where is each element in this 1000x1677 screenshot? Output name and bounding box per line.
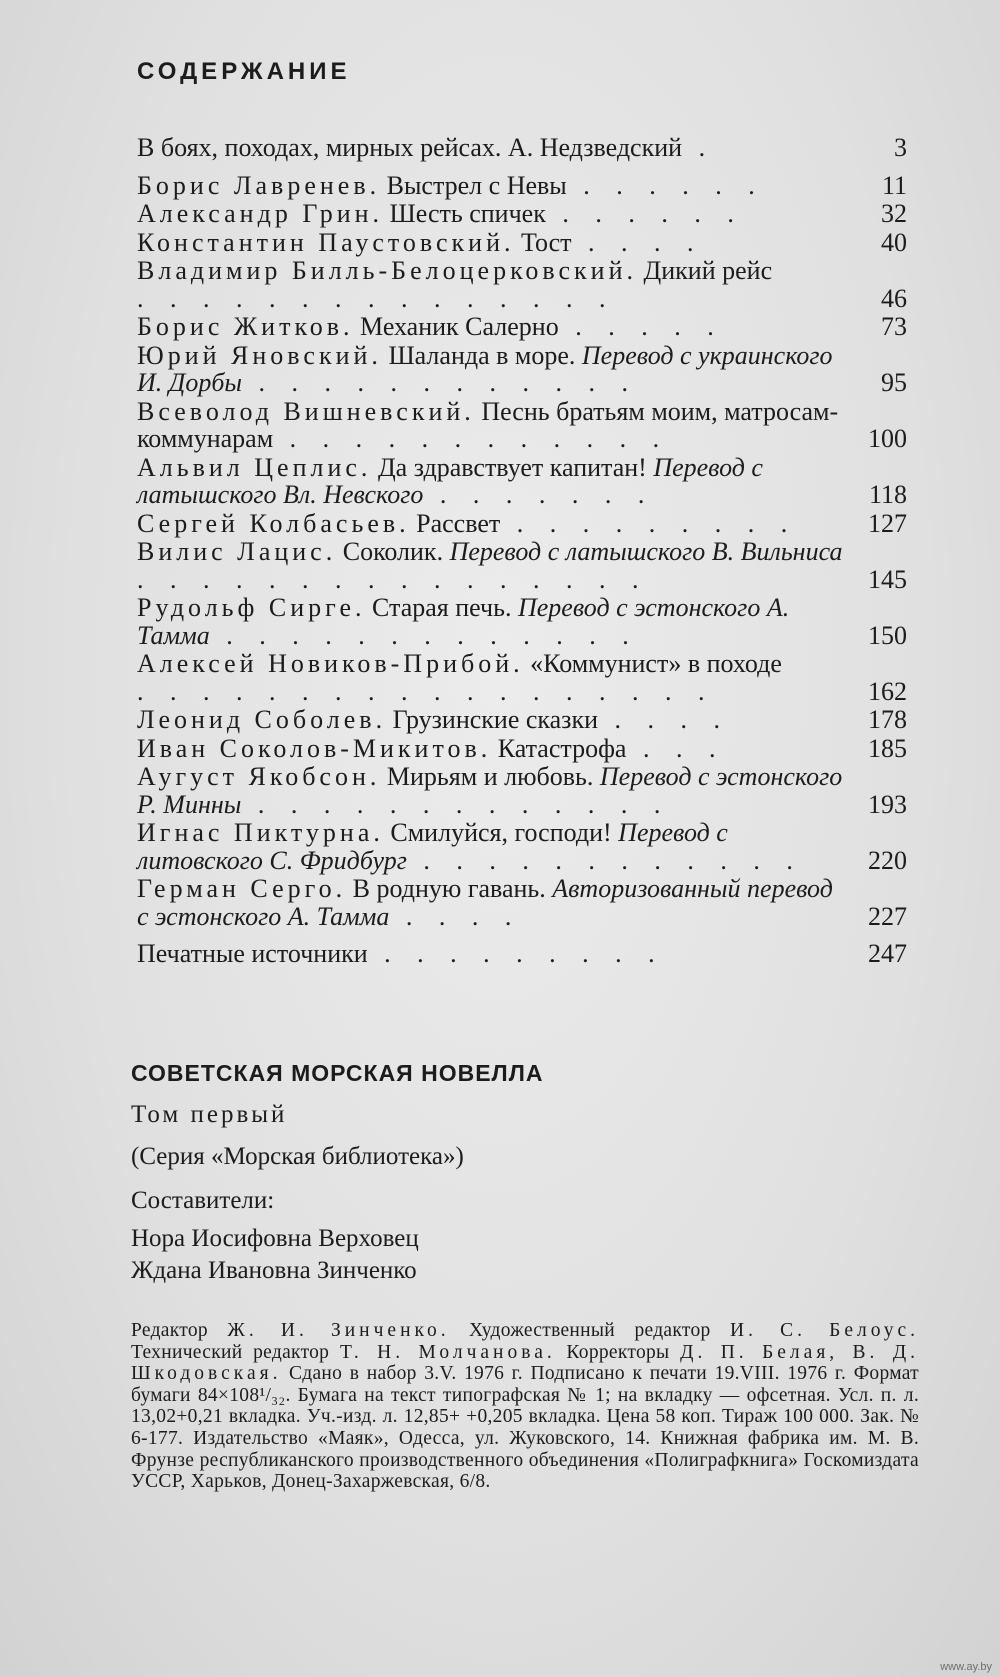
toc-entry-author: Владимир Билль-Белоцерковский. — [137, 256, 638, 285]
toc-entry-work: Катастрофа — [491, 733, 627, 763]
toc-entry-page: 3 — [894, 133, 907, 162]
volume-label: Том первый — [131, 1101, 288, 1128]
art-editor-role: Художественный редактор — [449, 1320, 731, 1341]
print-details: Сдано в набор 3.V. 1976 г. Подписано к печати 19.VIII. 1976 г. Формат бумаги 84×108¹/₃₂. Бумага на текст типографская № 1; на вкладку — офсетная. Усл. п. л. 13,02+0,21 вкладка. Уч.-изд. л. 12,85+ +0,205 вкладка. Цена 58 коп. Тираж 100 000. Зак. № 6-177. Издательство «Маяк», Одесса, ул. Жуковского, 14. Книжная фабрика им. М. В. Фрунзе республиканского производственного объединения «Полиграфкнига» Госкомиздата УССР, Харьков, Донец-Захаржевская, 6/8. — [131, 1363, 919, 1493]
toc-entry-leader: . . . . . . — [566, 170, 765, 200]
toc-entry — [137, 229, 907, 257]
toc-entry — [137, 538, 907, 593]
toc-entry — [137, 650, 907, 705]
toc-entry-text — [137, 342, 847, 397]
toc-entry-text — [137, 398, 847, 453]
toc-entry-page: 145 — [868, 564, 907, 594]
toc-entry — [137, 200, 907, 228]
toc-entry-leader: . . . . . . . . . . . . . . . . . . — [137, 676, 715, 706]
toc-entry-page: 193 — [868, 789, 907, 819]
toc-entry-leader: . . . . . . . . . . . . . . . — [137, 283, 616, 313]
toc-entry-author: Борис Житков. — [137, 312, 354, 341]
toc-entry-text — [137, 594, 847, 649]
toc-entry-text — [137, 257, 847, 312]
toc-entry-page: 247 — [868, 939, 907, 968]
toc-entry-author: Константин Паустовский. — [137, 227, 515, 257]
toc-entry-page: 162 — [868, 676, 907, 706]
editor-name: Ж. И. Зинченко. — [227, 1320, 450, 1341]
toc-entry-work: «Коммунист» в походе — [523, 649, 782, 678]
toc-entry-work: Мирьям и любовь. — [380, 762, 600, 791]
toc-entry-author: Борис Лавренев. — [137, 170, 381, 200]
toc-entry — [137, 313, 907, 341]
toc-entry — [137, 875, 907, 930]
toc-entry-work: Шаланда в море. — [381, 340, 582, 370]
toc-entry-author: Всеволод Вишневский. — [137, 396, 475, 426]
table-of-contents — [137, 134, 907, 969]
compiler-name: Ждана Ивановна Зинченко — [131, 1257, 417, 1284]
toc-entry-work: Соколик. — [336, 537, 450, 566]
toc-entry-page: 220 — [868, 845, 907, 875]
toc-entry-page: 11 — [881, 170, 907, 200]
toc-entry-leader: . . . . . . . — [423, 480, 655, 509]
toc-entry — [137, 454, 907, 509]
toc-entry — [137, 257, 907, 312]
toc-entry-leader: . . . . . — [558, 312, 724, 341]
toc-entry — [137, 940, 907, 968]
toc-entry-leader: . . . . . . . . . . . . — [273, 424, 670, 453]
toc-entry-leader: . . . . — [571, 227, 704, 257]
toc-entry-text — [137, 454, 847, 509]
toc-entry-work: В родную гавань. — [346, 874, 553, 903]
toc-entry — [137, 398, 907, 453]
toc-entry-leader: . . . . . . . . . — [500, 508, 798, 538]
toc-entry-page: 227 — [868, 901, 907, 931]
proofreaders-role: Корректоры — [555, 1341, 681, 1363]
toc-entry-author: Александр Грин. — [137, 199, 384, 228]
toc-entry-author: Альвил Цеплис. — [137, 452, 372, 482]
toc-entry — [137, 510, 907, 538]
toc-entry-page: 178 — [868, 705, 907, 734]
toc-entry-translation: Перевод с эстонского Р. Минны — [137, 762, 843, 819]
toc-entry-text — [137, 313, 847, 341]
toc-entry-work: Да здравствует капитан! — [371, 452, 654, 482]
toc-entry-translation: Перевод с эстонского А. Тамма — [137, 593, 790, 650]
toc-entry-author: Сергей Колбасьев. — [137, 508, 410, 538]
toc-entry-author: Игнас Пиктурна. — [137, 818, 384, 847]
toc-entry-translation: Перевод с латышского В. Вильниса — [449, 537, 843, 566]
toc-entry-author: Леонид Соболев. — [137, 705, 387, 734]
toc-entry-page: 73 — [881, 312, 907, 341]
toc-entry-text — [137, 940, 847, 968]
toc-entry — [137, 819, 907, 874]
toc-entry-page: 95 — [881, 368, 907, 397]
editor-role: Редактор — [131, 1320, 208, 1341]
toc-entry-leader: . . . . — [389, 901, 522, 931]
toc-entry-text — [137, 650, 847, 705]
toc-entry-leader: . . . — [626, 733, 726, 763]
toc-entry-leader: . . . . . . . . . . . . — [242, 368, 639, 397]
toc-entry-leader: . . . . . . . . . . . . — [406, 845, 803, 875]
toc-entry-text — [137, 763, 847, 818]
toc-entry-translation: Перевод с украинского И. Дорбы — [137, 340, 833, 397]
toc-entry-text — [137, 200, 847, 228]
tech-editor-role: Технический редактор — [131, 1341, 340, 1363]
toc-entry-work: Дикий рейс — [637, 256, 773, 285]
toc-heading: СОДЕРЖАНИЕ — [137, 58, 351, 85]
toc-entry-author: Аугуст Якобсон. — [137, 762, 381, 791]
compiler-name: Нора Иосифовна Верховец — [131, 1225, 419, 1252]
toc-entry-author: Юрий Яновский. — [137, 340, 382, 370]
toc-entry-page: 40 — [881, 227, 907, 257]
toc-entry-text — [137, 510, 847, 538]
tech-editor-name: Т. Н. Молчанова. — [339, 1341, 556, 1363]
toc-entry-text — [137, 706, 847, 734]
toc-entry-text — [137, 538, 847, 593]
toc-entry-work: Грузинские сказки — [386, 705, 598, 734]
toc-entry-translation: Авторизованный перевод с эстонского А. Тамма — [137, 874, 833, 931]
toc-entry-author: Вилис Лацис. — [137, 537, 337, 566]
toc-entry-author: Алексей Новиков-Прибой. — [137, 649, 524, 678]
watermark: www.ay.by — [940, 1661, 992, 1673]
proofreaders-names: Д. П. Белая, В. Д. Шкодовская. — [131, 1341, 920, 1385]
toc-entry-author: Иван Соколов-Микитов. — [137, 733, 492, 763]
toc-entry-leader: . . . . . . . . . . . . . — [209, 620, 639, 650]
toc-entry — [137, 342, 907, 397]
toc-entry — [137, 706, 907, 734]
toc-entry-page: 127 — [868, 508, 907, 538]
toc-entry-translation: Перевод с латышского Вл. Невского — [137, 452, 763, 509]
toc-entry-text — [137, 172, 847, 200]
compilers-label: Составители: — [131, 1187, 275, 1214]
toc-entry — [137, 594, 907, 649]
toc-entry-work: Старая печь. — [365, 593, 518, 622]
toc-entry — [137, 763, 907, 818]
toc-entry-work: Рассвет — [409, 508, 501, 538]
toc-entry-work: Печатные источники — [137, 939, 368, 968]
book-title: СОВЕТСКАЯ МОРСКАЯ НОВЕЛЛА — [131, 1060, 544, 1086]
toc-entry-author: Рудольф Сирге. — [137, 593, 366, 622]
imprint-block — [131, 1320, 919, 1493]
toc-entry-text — [137, 229, 847, 257]
toc-entry-page: 150 — [868, 620, 907, 650]
toc-entry — [137, 735, 907, 763]
toc-entry-work: Смилуйся, господи! — [383, 818, 619, 847]
toc-entry — [137, 172, 907, 200]
toc-entry-leader: . . . . . . . . . . . . . . . . — [137, 564, 649, 594]
toc-entry-text — [137, 134, 847, 162]
toc-entry-page: 100 — [868, 424, 907, 453]
toc-entry-work: Выстрел с Невы — [380, 170, 567, 200]
toc-entry-author: Герман Серго. — [137, 874, 347, 903]
art-editor-name: И. С. Белоус. — [730, 1320, 919, 1341]
toc-entry-work: Песнь братьям моим, матросам-коммунарам — [137, 396, 839, 453]
toc-entry-leader: . . . . . . . . . — [367, 939, 665, 968]
toc-entry-leader: . . . . — [598, 705, 730, 734]
colophon — [131, 1060, 921, 1289]
series-label: (Серия «Морская библиотека») — [131, 1143, 464, 1170]
toc-entry-leader: . . . . . . — [545, 199, 744, 228]
toc-entry — [137, 134, 907, 162]
toc-entry-text — [137, 875, 847, 930]
toc-entry-translation: Перевод с литовского С. Фридбург — [137, 818, 728, 875]
toc-entry-work: Тост — [514, 227, 572, 257]
toc-entry-leader: . . . . . . . . . . . . . — [241, 789, 671, 819]
toc-entry-work: В боях, походах, мирных рейсах. А. Недзведский — [137, 133, 683, 162]
toc-entry-page: 46 — [881, 283, 907, 313]
toc-entry-leader: . — [682, 133, 716, 162]
toc-entry-page: 118 — [868, 480, 907, 509]
toc-entry-text — [137, 735, 847, 763]
toc-entry-text — [137, 819, 847, 874]
toc-entry-page: 32 — [881, 199, 907, 228]
toc-entry-work: Шесть спичек — [383, 199, 546, 228]
toc-entry-page: 185 — [868, 733, 907, 763]
toc-entry-work: Механик Салерно — [353, 312, 559, 341]
